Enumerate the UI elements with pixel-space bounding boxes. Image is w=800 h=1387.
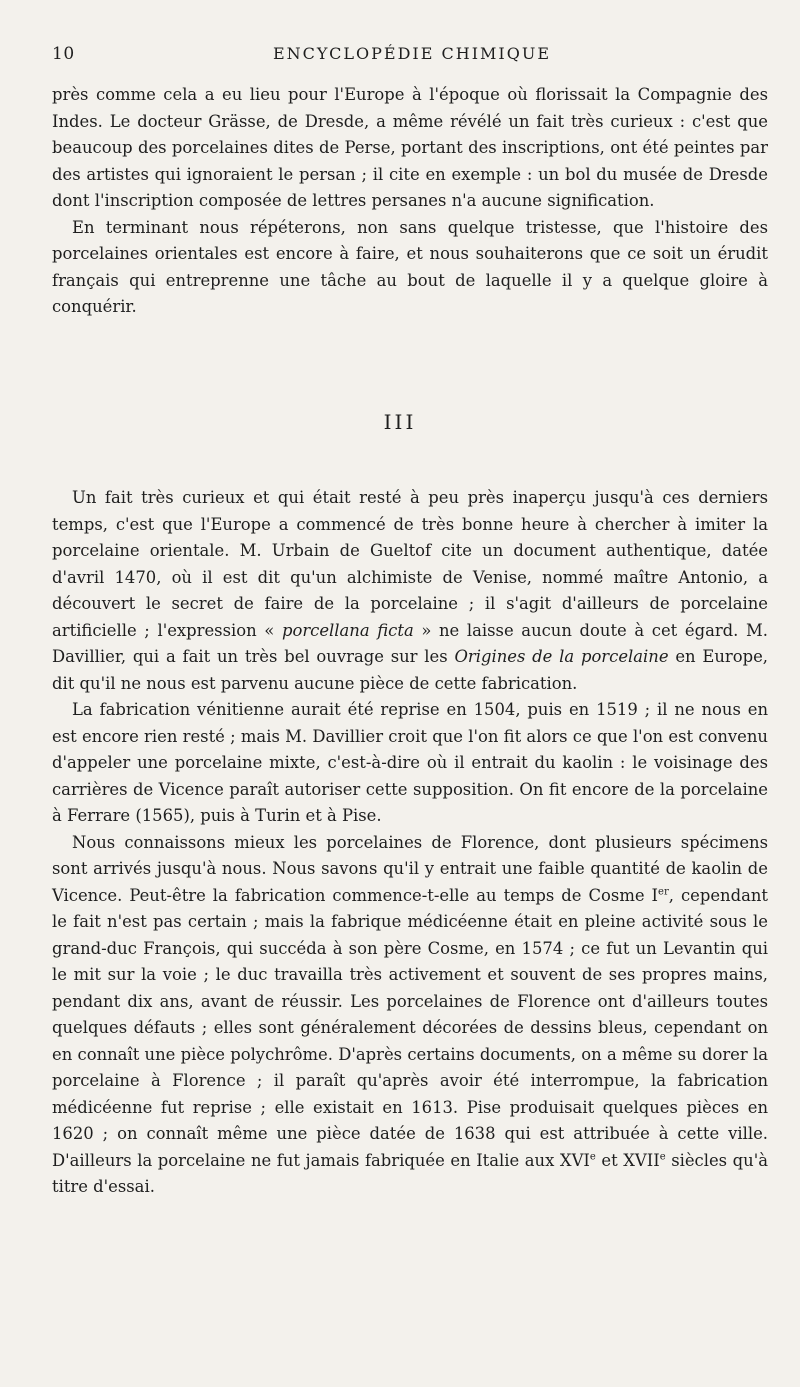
paragraph-4: La fabrication vénitienne aurait été reprise en 1504, puis en 1519 ; il ne nous en est encore rien resté ; mais M. Davillier croit que l'on fit alors ce que l'on est convenu d'appeler une porcelaine mixte, c'est-à-dire où il entrait du kaolin : le voisinage des carrières de Vicence paraît autoriser cette supposition. On fit encore de la porcelaine à Ferrare (1565), puis à Turin et à Pise. <box>52 700 768 825</box>
paragraph-5: Nous connaissons mieux les porcelaines de Florence, dont plusieurs spécimens sont arrivés jusqu'à nous. Nous savons qu'il y entrait une faible quantité de kaolin de Vicence. Peut-être la fabrication commence-t-elle au temps de Cosme Ier, cependant le fait n'est pas certain ; mais la fabrique médicéenne était en pleine activité sous le grand-duc François, qui succéda à son père Cosme, en 1574 ; ce fut un Levantin qui le mit sur la voie ; le duc travailla très activement et souvent de ses propres mains, pendant dix ans, avant de réussir. Les porcelaines de Florence ont d'ailleurs toutes quelques défauts ; elles sont généralement décorées de dessins bleus, cependant on en connaît une pièce polychrôme. D'après certains documents, on a même su dorer la porcelaine à Florence ; il paraît qu'après avoir été interrompue, la fabrication médicéenne fut reprise ; elle existait en 1613. Pise produisait quelques pièces en 1620 ; on connaît même une pièce datée de 1638 qui est attribuée à cette ville. D'ailleurs la porcelaine ne fut jamais fabriquée en Italie aux XVIe et XVIIe siècles qu'à titre d'essai. <box>52 832 768 1196</box>
page-header <box>52 44 772 74</box>
page-number: 10 <box>52 44 75 64</box>
text-block-top <box>52 82 768 321</box>
section-heading: III <box>383 410 417 434</box>
paragraph-1: près comme cela a eu lieu pour l'Europe à l'époque où florissait la Compagnie des Indes. Le docteur Grässe, de Dresde, a même révélé un fait très curieux : c'est que beaucoup des porcelaines dites de Perse, portant des inscriptions, ont été peintes par des artistes qui ignoraient le persan ; il cite en exemple : un bol du musée de Dresde dont l'inscription composée de lettres persanes n'a aucune signification. <box>52 85 768 210</box>
running-title: ENCYCLOPÉDIE CHIMIQUE <box>272 44 552 63</box>
italic-term: porcellana ficta <box>281 620 414 640</box>
paragraph-3: Un fait très curieux et qui était resté à peu près inaperçu jusqu'à ces derniers temps, c'est que l'Europe a commencé de très bonne heure à chercher à imiter la porcelaine orientale. M. Urbain de Gueltof cite un document authentique, datée d'avril 1470, où il est dit qu'un alchimiste de Venise, nommé maître Antonio, a découvert le secret de faire de la porcelaine ; il s'agit d'ailleurs de porcelaine artificielle ; l'expression « porcellana ficta » ne laisse aucun doute à cet égard. M. Davillier, qui a fait un très bel ouvrage sur les Origines de la porcelaine en Europe, dit qu'il ne nous est parvenu aucune pièce de cette fabrication. <box>52 488 769 693</box>
italic-book-title: Origines de la porcelaine <box>454 647 669 666</box>
paragraph-2: En terminant nous répéterons, non sans quelque tristesse, que l'histoire des porcelaines orientales est encore à faire, et nous souhaiterons que ce soit un érudit français qui entreprenne une tâche au bout de laquelle il y a quelque gloire à conquérir. <box>52 217 768 316</box>
text-block-main <box>52 485 768 1201</box>
